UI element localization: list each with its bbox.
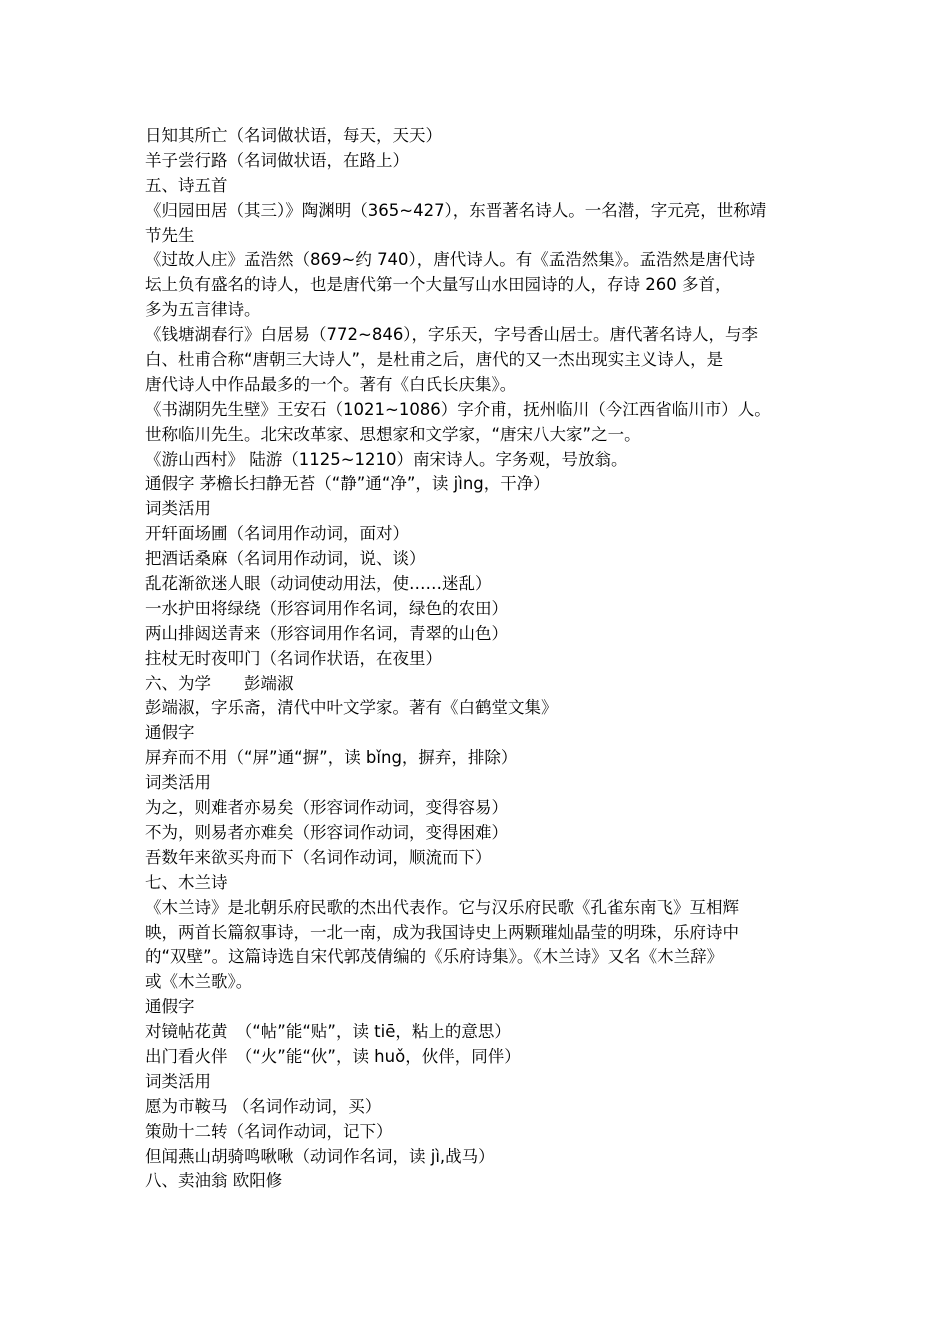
text-line: 开轩面场圃（名词用作动词，面对） bbox=[145, 524, 409, 544]
subheading: 通假字 bbox=[145, 723, 195, 743]
text-line: 愿为市鞍马 （名词作动词，买） bbox=[145, 1096, 382, 1116]
text-line: 的“双壁”。这篇诗选自宋代郭茂倩编的《乐府诗集》。《木兰诗》又名《木兰辞》 bbox=[145, 947, 724, 967]
subheading: 通假字 bbox=[145, 997, 195, 1017]
text-line: 但闻燕山胡骑鸣啾啾（动词作名词，读 jì,战马） bbox=[145, 1146, 495, 1166]
text-line: 《过故人庄》孟浩然（869~约 740），唐代诗人。有《孟浩然集》。孟浩然是唐代诗 bbox=[145, 250, 756, 270]
text-line: 把酒话桑麻（名词用作动词，说、谈） bbox=[145, 549, 426, 569]
text-line: 拄杖无时夜叩门（名词作状语，在夜里） bbox=[145, 648, 442, 668]
text-line: 世称临川先生。北宋改革家、思想家和文学家，“唐宋八大家”之一。 bbox=[145, 424, 641, 444]
text-line: 屏弃而不用（“屏”通“摒”，读 bǐng，摒弃，排除） bbox=[145, 748, 518, 768]
subheading: 词类活用 bbox=[145, 1071, 211, 1091]
text-line: 彭端淑，字乐斋，清代中叶文学家。著有《白鹤堂文集》 bbox=[145, 698, 558, 718]
text-line: 通假字 茅檐长扫静无苔（“静”通“净”，读 jìng，干净） bbox=[145, 474, 550, 494]
text-line: 映，两首长篇叙事诗，一北一南，成为我国诗史上两颗璀灿晶莹的明珠，乐府诗中 bbox=[145, 922, 739, 942]
text-line: 羊子尝行路（名词做状语，在路上） bbox=[145, 150, 409, 170]
text-line: 《游山西村》 陆游（1125~1210）南宋诗人。字务观，号放翁。 bbox=[145, 449, 628, 469]
text-line: 乱花渐欲迷人眼（动词使动用法，使……迷乱） bbox=[145, 574, 492, 594]
text-line: 坛上负有盛名的诗人，也是唐代第一个大量写山水田园诗的人，存诗 260 多首， bbox=[145, 275, 732, 295]
text-line: 白、杜甫合称“唐朝三大诗人”，是杜甫之后，唐代的又一杰出现实主义诗人，是 bbox=[145, 350, 724, 370]
text-line: 为之，则难者亦易矣（形容词作动词，变得容易） bbox=[145, 798, 508, 818]
text-line: 两山排闼送青来（形容词用作名词，青翠的山色） bbox=[145, 623, 508, 643]
document-page bbox=[145, 124, 810, 1194]
text-line: 或《木兰歌》。 bbox=[145, 972, 253, 992]
section-heading: 五、诗五首 bbox=[145, 175, 228, 195]
text-line: 多为五言律诗。 bbox=[145, 300, 261, 320]
text-line: 节先生 bbox=[145, 225, 195, 245]
section-heading: 六、为学 彭端淑 bbox=[145, 673, 294, 693]
text-line: 一水护田将绿绕（形容词用作名词，绿色的农田） bbox=[145, 598, 508, 618]
text-line: 《钱塘湖春行》白居易（772~846），字乐天，字号香山居士。唐代著名诗人，与李 bbox=[145, 325, 759, 345]
subheading: 词类活用 bbox=[145, 499, 211, 519]
section-heading: 八、卖油翁 欧阳修 bbox=[145, 1171, 283, 1191]
text-line: 不为，则易者亦难矣（形容词作动词，变得困难） bbox=[145, 822, 508, 842]
text-line: 《书湖阴先生壁》王安石（1021~1086）字介甫，抚州临川（今江西省临川市）人。 bbox=[145, 399, 771, 419]
text-line: 日知其所亡（名词做状语，每天，天天） bbox=[145, 126, 442, 145]
text-line: 唐代诗人中作品最多的一个。著有《白氏长庆集》。 bbox=[145, 374, 517, 394]
text-line: 对镜帖花黄 （“帖”能“贴”，读 tiē，粘上的意思） bbox=[145, 1022, 511, 1042]
text-line: 出门看火伴 （“火”能“伙”，读 huǒ，伙伴，同伴） bbox=[145, 1046, 521, 1066]
section-heading: 七、木兰诗 bbox=[145, 872, 228, 892]
text-line: 《木兰诗》是北朝乐府民歌的杰出代表作。它与汉乐府民歌《孔雀东南飞》互相辉 bbox=[145, 897, 739, 917]
text-line: 吾数年来欲买舟而下（名词作动词，顺流而下） bbox=[145, 847, 492, 867]
subheading: 词类活用 bbox=[145, 773, 211, 793]
text-line: 《归园田居（其三）》陶渊明（365~427），东晋著名诗人。一名潜，字元亮，世称靖 bbox=[145, 200, 767, 220]
text-line: 策勋十二转（名词作动词，记下） bbox=[145, 1121, 393, 1141]
